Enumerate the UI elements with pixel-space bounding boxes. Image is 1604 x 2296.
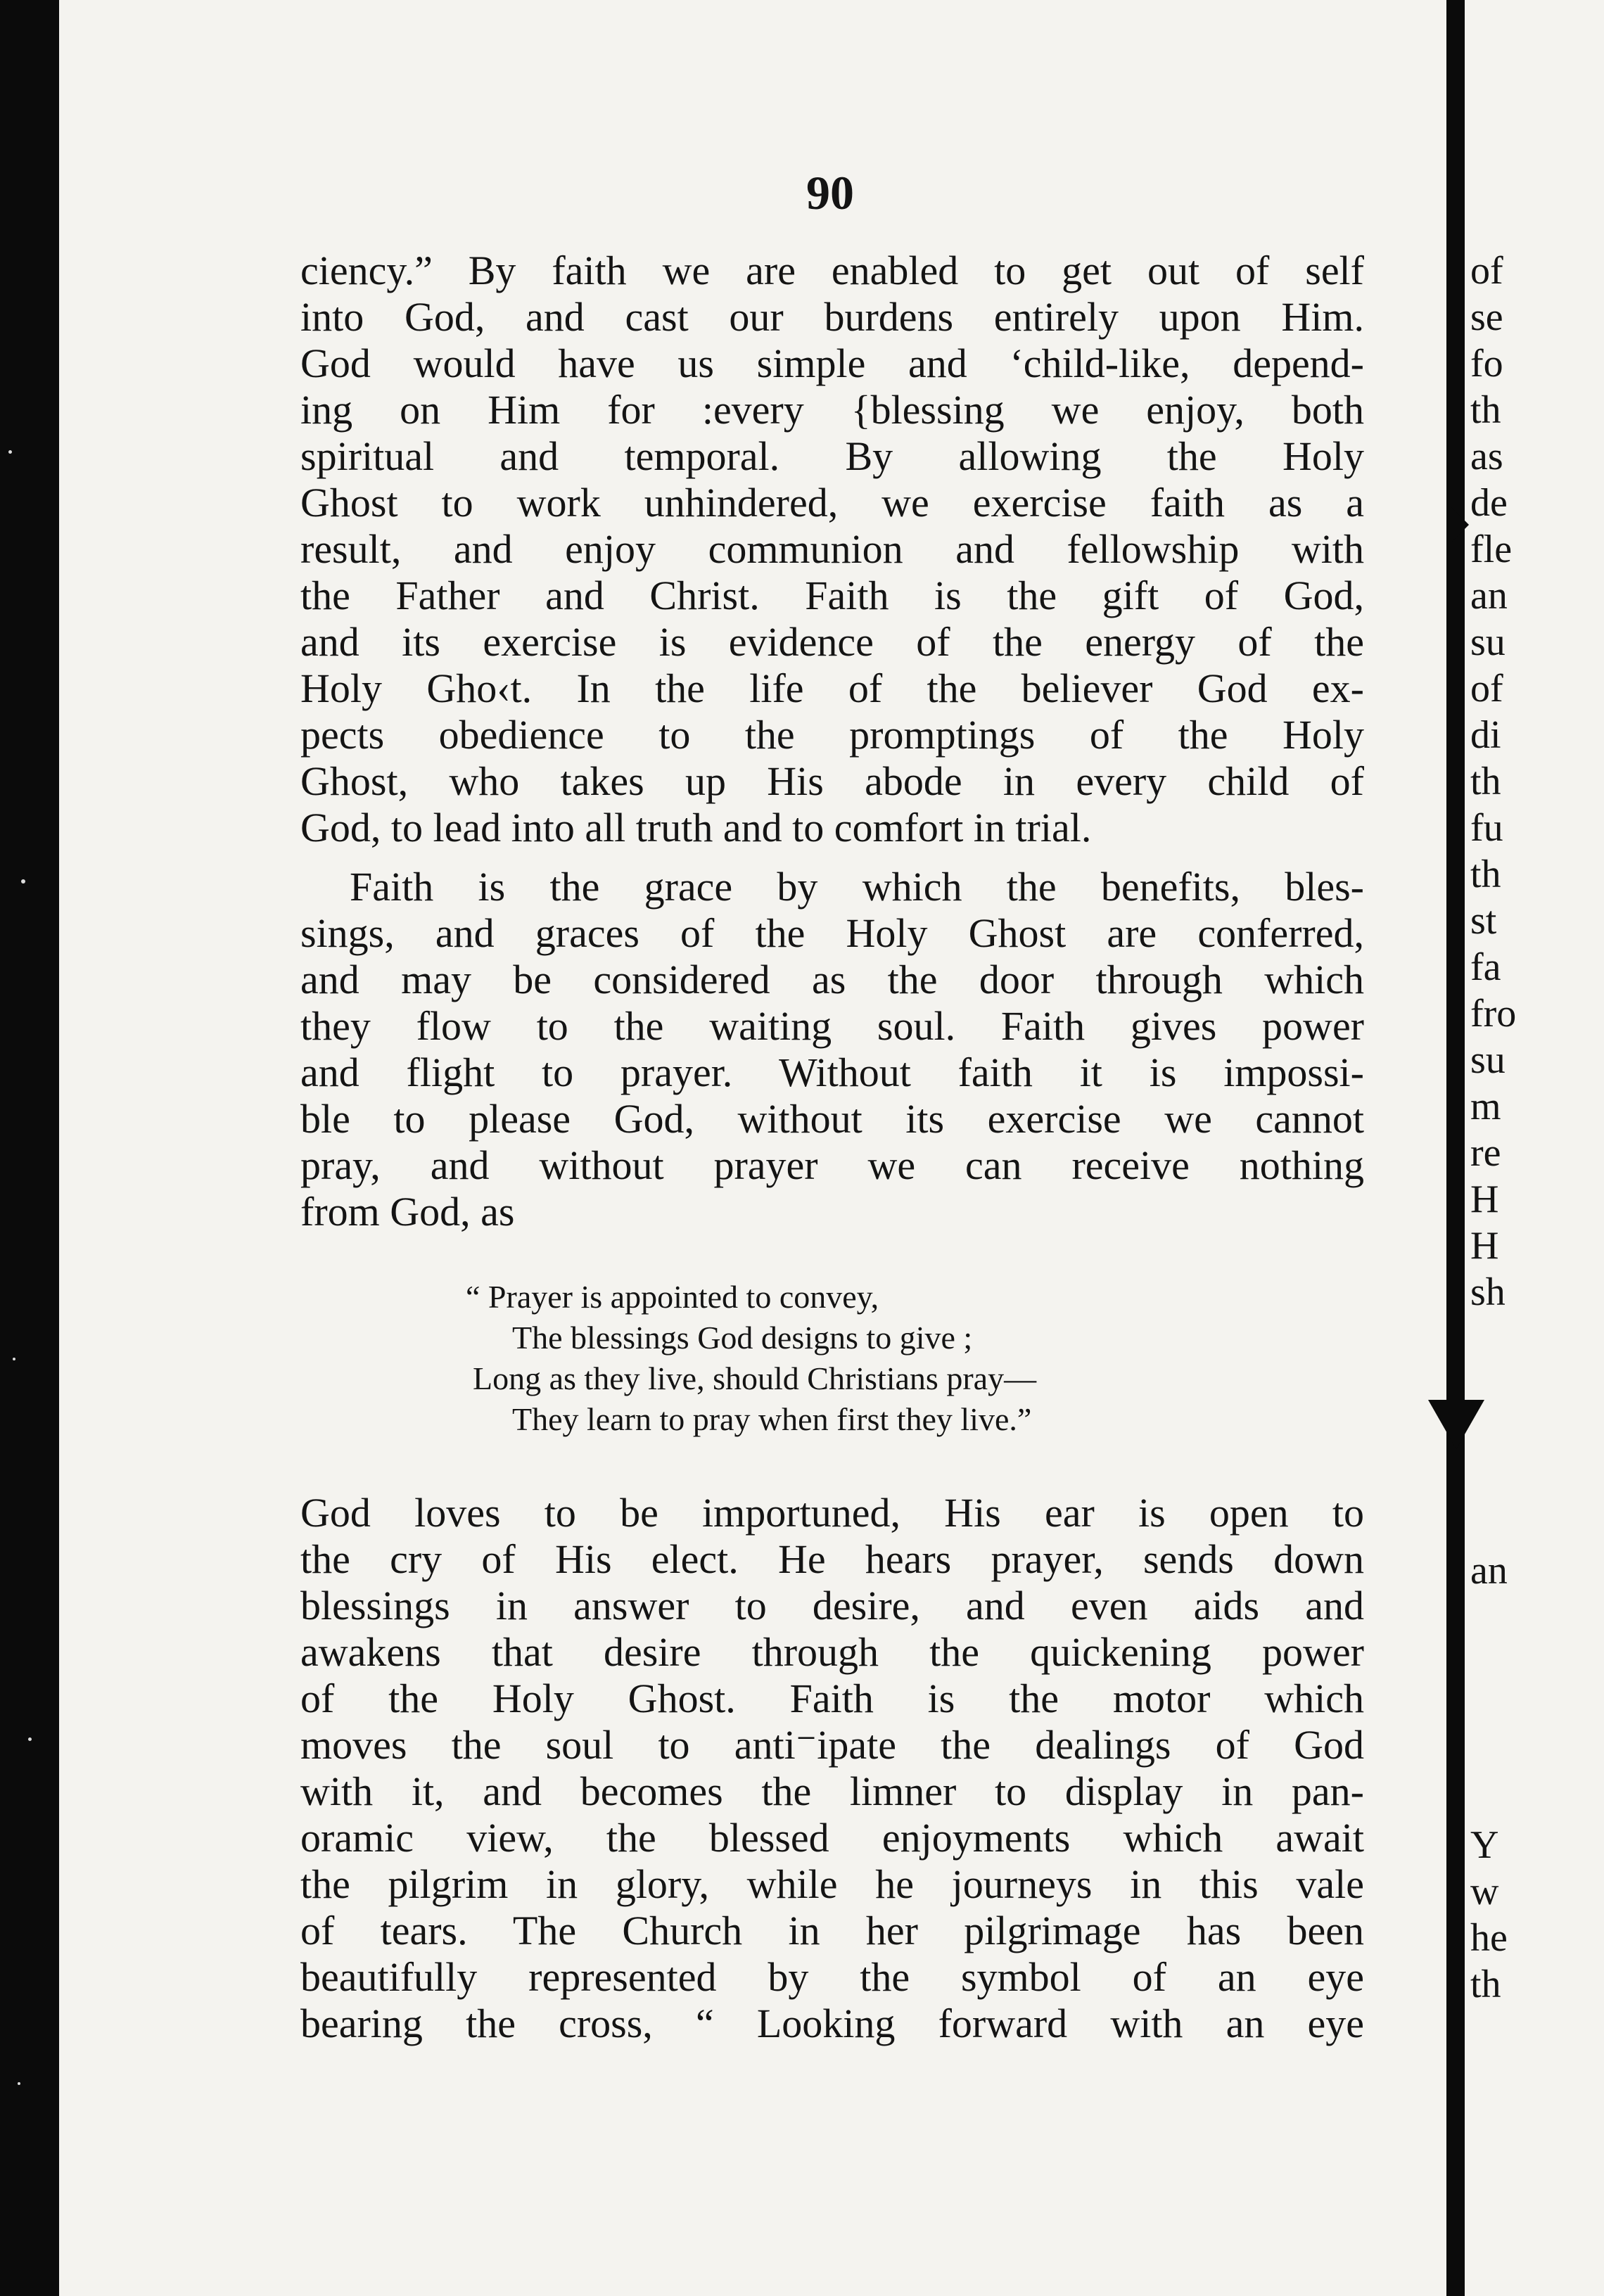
paragraph-3-line: bearing the cross, “ Looking forward with an eye	[300, 2001, 1364, 2046]
right-page-fragment: as	[1470, 435, 1503, 478]
poem-line: “ Prayer is appointed to convey,	[466, 1279, 879, 1315]
right-page-fragment: di	[1470, 713, 1501, 757]
dust-speck	[28, 1737, 32, 1741]
right-page-fragment: su	[1470, 1038, 1506, 1082]
arrow-right-icon	[1451, 506, 1469, 543]
right-page-fragment: an	[1470, 1549, 1508, 1593]
paragraph-1-line: Ghost, who takes up His abode in every child of	[300, 758, 1364, 804]
dust-speck	[21, 879, 25, 884]
right-page-fragment: sh	[1470, 1270, 1506, 1314]
paragraph-3-line: moves the soul to anti⁻ipate the dealings of God	[300, 1722, 1364, 1768]
right-page-fragment: th	[1470, 760, 1501, 803]
paragraph-1-line: ing on Him for :every {blessing we enjoy, both	[300, 387, 1364, 433]
paragraph-1-line: ciency.” By faith we are enabled to get out of self	[300, 248, 1364, 293]
paragraph-3-line: of tears. The Church in her pilgrimage has been	[300, 1908, 1364, 1953]
right-page-fragment: th	[1470, 853, 1501, 896]
right-page-fragment: fu	[1470, 806, 1503, 850]
poem-line: Long as they live, should Christians pray—	[473, 1360, 1037, 1396]
right-page-fragment: fa	[1470, 945, 1501, 989]
right-page-fragment: fle	[1470, 528, 1513, 571]
right-page-fragment: st	[1470, 899, 1497, 943]
right-page-fragment: re	[1470, 1131, 1501, 1175]
dust-speck	[18, 2082, 20, 2085]
paragraph-1-line: and its exercise is evidence of the energy of the	[300, 619, 1364, 665]
paragraph-1-line: pects obedience to the promptings of the Holy	[300, 712, 1364, 758]
right-page-fragment: of	[1470, 249, 1503, 293]
right-page-fragment: th	[1470, 388, 1501, 432]
paragraph-1-line: result, and enjoy communion and fellowship with	[300, 526, 1364, 572]
paragraph-2-line: Faith is the grace by which the benefits, bles-	[350, 864, 1364, 910]
right-page-fragment: se	[1470, 295, 1503, 339]
paragraph-2-line: sings, and graces of the Holy Ghost are conferred,	[300, 910, 1364, 956]
right-page-fragment: th	[1470, 1963, 1501, 2006]
paragraph-1-line: God would have us simple and ‘child-like, depend-	[300, 340, 1364, 386]
paragraph-2-line: and may be considered as the door through which	[300, 957, 1364, 1002]
poem-line: The blessings God designs to give ;	[512, 1320, 973, 1356]
paragraph-1-line: God, to lead into all truth and to comfort in trial.	[300, 805, 1092, 850]
right-page-fragment: m	[1470, 1085, 1501, 1128]
paragraph-2-line: pray, and without prayer we can receive nothing	[300, 1142, 1364, 1188]
arrow-down-icon	[1428, 1400, 1484, 1449]
right-page-fragment: fro	[1470, 992, 1517, 1035]
gutter	[1446, 0, 1465, 2296]
right-page-fragment: de	[1470, 481, 1508, 525]
paragraph-1-line: the Father and Christ. Faith is the gift of God,	[300, 573, 1364, 618]
right-page	[1465, 0, 1604, 2296]
paragraph-3-line: of the Holy Ghost. Faith is the motor which	[300, 1676, 1364, 1721]
paragraph-2-line: and flight to prayer. Without faith it is impossi-	[300, 1050, 1364, 1095]
paragraph-1-line: into God, and cast our burdens entirely upon Him.	[300, 294, 1364, 340]
paragraph-2-line: they flow to the waiting soul. Faith gives power	[300, 1003, 1364, 1049]
right-page-fragment: H	[1470, 1224, 1499, 1268]
paragraph-3-line: the pilgrim in glory, while he journeys in this vale	[300, 1861, 1364, 1907]
right-page-fragment: he	[1470, 1916, 1508, 1960]
paragraph-2-line: from God, as	[300, 1189, 515, 1235]
paragraph-3-line: God loves to be importuned, His ear is open to	[300, 1490, 1364, 1536]
dust-speck	[13, 1358, 15, 1360]
right-page-fragment: Y	[1470, 1823, 1499, 1867]
right-page-fragment: of	[1470, 667, 1503, 710]
right-page-fragment: w	[1470, 1870, 1499, 1913]
paragraph-3-line: beautifully represented by the symbol of an eye	[300, 1954, 1364, 2000]
paragraph-1-line: spiritual and temporal. By allowing the Holy	[300, 433, 1364, 479]
right-page-fragment: an	[1470, 574, 1508, 618]
right-page-fragment: fo	[1470, 342, 1503, 385]
paragraph-3-line: awakens that desire through the quickening power	[300, 1629, 1364, 1675]
paragraph-3-line: oramic view, the blessed enjoyments which await	[300, 1815, 1364, 1861]
page-number: 90	[806, 166, 854, 219]
paragraph-1-line: Holy Gho‹t. In the life of the believer God ex-	[300, 665, 1364, 711]
right-page-fragment: H	[1470, 1178, 1499, 1221]
right-page-fragment: su	[1470, 620, 1506, 664]
paragraph-1-line: Ghost to work unhindered, we exercise faith as a	[300, 480, 1364, 525]
dust-speck	[8, 450, 12, 454]
paragraph-3-line: the cry of His elect. He hears prayer, sends down	[300, 1536, 1364, 1582]
paragraph-3-line: blessings in answer to desire, and even aids and	[300, 1583, 1364, 1628]
poem-line: They learn to pray when first they live.”	[512, 1401, 1032, 1437]
paragraph-3-line: with it, and becomes the limner to display in pan-	[300, 1768, 1364, 1814]
paragraph-2-line: ble to please God, without its exercise we cannot	[300, 1096, 1364, 1142]
